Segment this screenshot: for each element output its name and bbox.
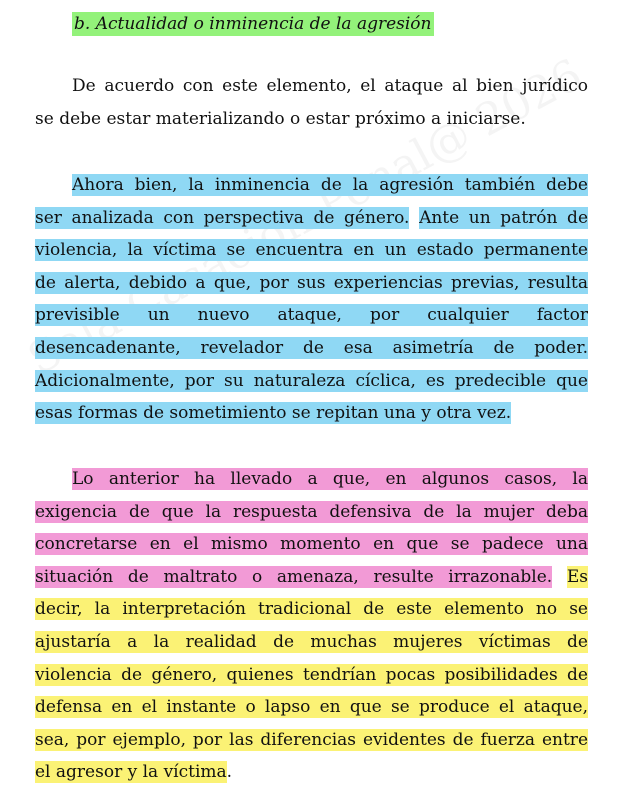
highlighted-text: exigencia de que la respuesta defensiva de la mujer deba — [35, 502, 588, 522]
text-line — [35, 729, 588, 751]
text-line — [72, 174, 588, 196]
text-line — [35, 533, 588, 555]
highlighted-text: defensa en el instante o lapso en que se produce el ataque, — [35, 697, 588, 717]
highlighted-text: Lo anterior ha llevado a que, en algunos casos, la — [72, 469, 588, 489]
highlighted-text: situación de maltrato o amenaza, resulte irrazonable. — [35, 567, 553, 587]
text-line — [72, 468, 588, 490]
text-segment — [552, 567, 567, 587]
highlighted-text: violencia de género, quienes tendrían pocas posibilidades de — [35, 665, 588, 685]
text-line — [35, 108, 588, 130]
text-line — [35, 631, 588, 653]
text-line — [35, 566, 588, 588]
highlighted-text: de alerta, debido a que, por sus experiencias previas, resulta — [35, 273, 588, 293]
highlighted-text: Ahora bien, la inminencia de la agresión también debe — [72, 175, 588, 195]
text-segment: . — [226, 762, 233, 782]
highlighted-text: Es — [566, 567, 589, 587]
text-line — [35, 370, 588, 392]
text-line — [35, 696, 588, 718]
text-line — [35, 272, 588, 294]
text-line — [35, 304, 588, 326]
highlighted-text: Ante un patrón de — [419, 208, 589, 228]
section-heading: b. Actualidad o inminencia de la agresión — [74, 14, 432, 34]
text-line — [35, 207, 588, 229]
highlighted-text: el agresor y la víctima — [35, 762, 227, 782]
text-segment: De acuerdo con este elemento, el ataque al bien jurídico — [72, 76, 588, 96]
highlighted-text: Adicionalmente, por su naturaleza cíclica, es predecible que — [35, 371, 588, 391]
text-segment — [409, 208, 419, 228]
highlighted-text: desencadenante, revelador de esa asimetría de poder. — [35, 338, 588, 358]
highlighted-text: sea, por ejemplo, por las diferencias evidentes de fuerza entre — [35, 730, 588, 750]
highlighted-text: decir, la interpretación tradicional de este elemento no se — [35, 599, 588, 619]
highlighted-text: previsible un nuevo ataque, por cualquier factor — [35, 305, 588, 325]
highlighted-text: violencia, la víctima se encuentra en un estado permanente — [35, 240, 588, 260]
text-line — [35, 598, 588, 620]
text-line — [35, 761, 588, 783]
text-line — [35, 402, 588, 424]
text-line — [35, 337, 588, 359]
text-segment: se debe estar materializando o estar próximo a iniciarse. — [35, 109, 526, 129]
text-line — [35, 239, 588, 261]
highlighted-text: ajustaría a la realidad de muchas mujeres víctimas de — [35, 632, 588, 652]
highlighted-text: ser analizada con perspectiva de género. — [35, 208, 410, 228]
text-line — [72, 75, 588, 97]
text-line — [35, 501, 588, 523]
highlighted-text: esas formas de sometimiento se repitan una y otra vez. — [35, 403, 512, 423]
highlighted-text: concretarse en el mismo momento en que se padece una — [35, 534, 588, 554]
text-line — [35, 664, 588, 686]
